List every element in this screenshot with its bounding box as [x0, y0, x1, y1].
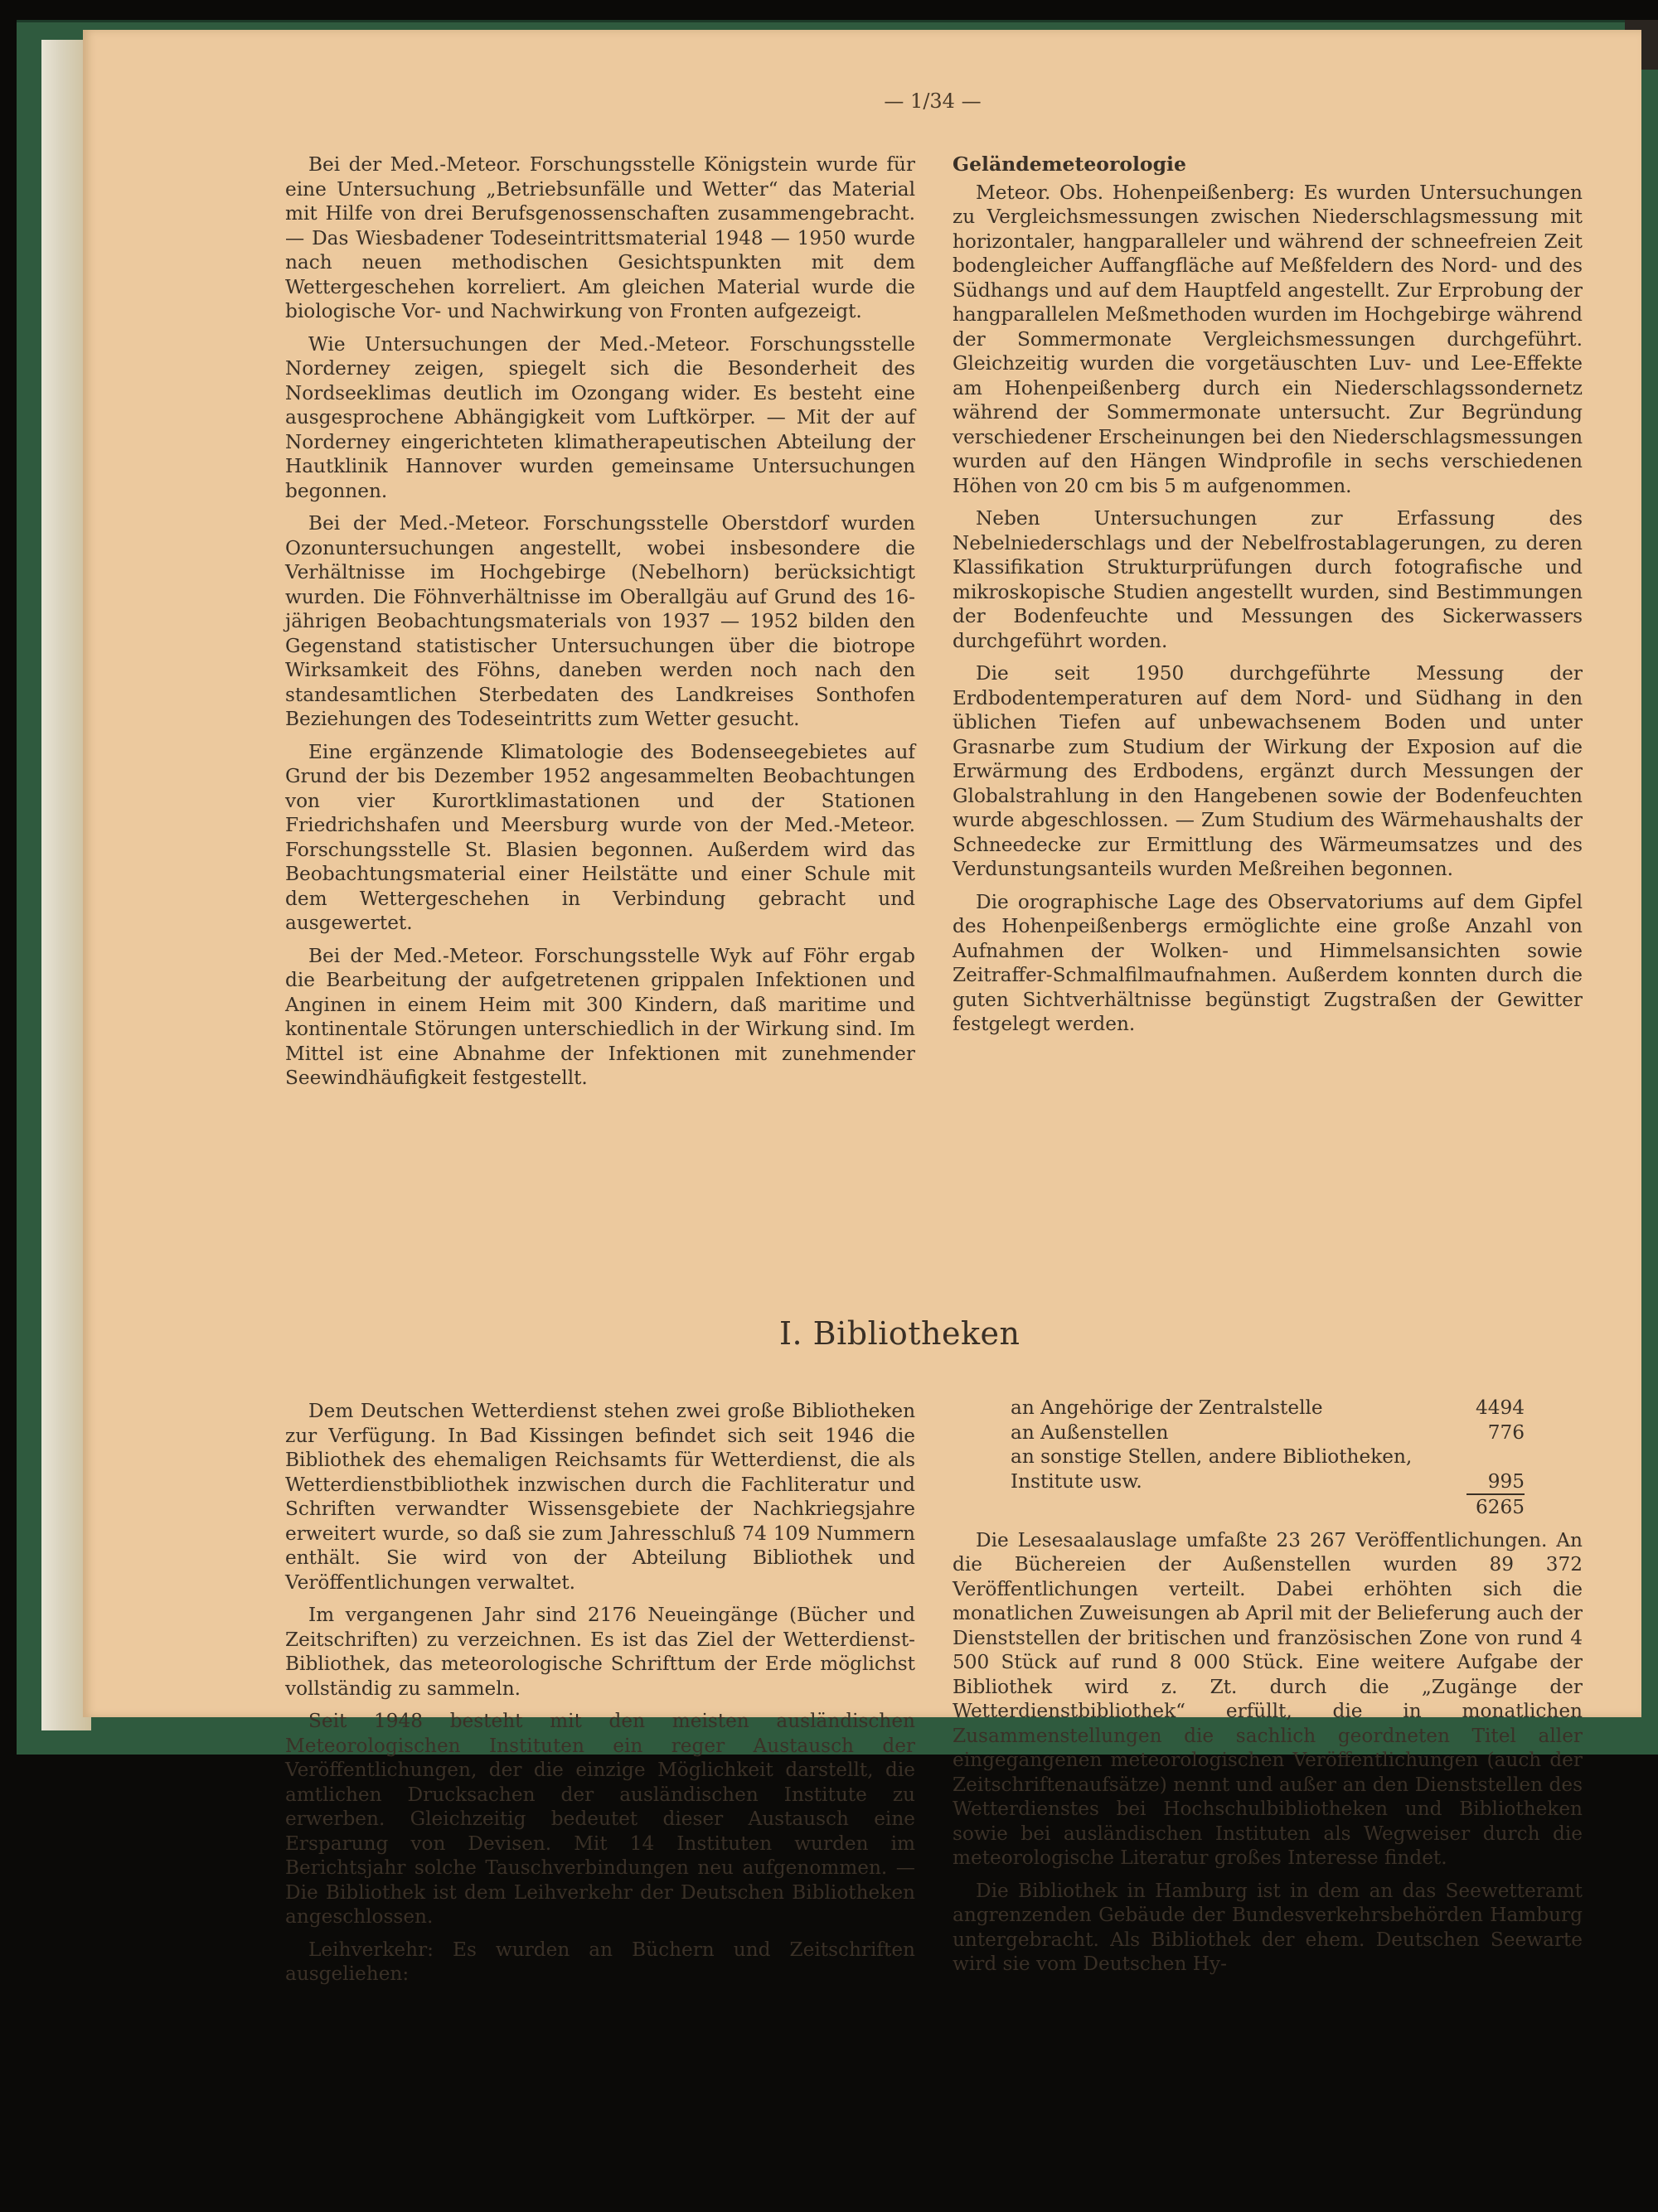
upper-left-column	[285, 152, 915, 1099]
paragraph: Bei der Med.-Meteor. Forschungsstelle Königstein wurde für eine Untersuchung „Betriebsunfälle und Wetter“ das Material mit Hilfe von drei Berufsgenossenschaften zusammengebracht. — Das Wiesbadener Todeseintrittsmaterial 1948 — 1950 wurde nach neuen methodischen Gesichtspunkten mit dem Wettergeschehen korreliert. Am gleichen Material wurde die biologische Vor- und Nachwirkung von Fronten aufgezeigt.	[285, 153, 915, 322]
lower-right-column	[953, 1396, 1583, 1985]
row-value: 776	[1487, 1421, 1525, 1444]
upper-right-column	[953, 152, 1583, 1045]
paragraph: Wie Untersuchungen der Med.-Meteor. Forschungsstelle Norderney zeigen, spiegelt sich die Besonderheit des Nordseeklimas deutlich im Ozongang wider. Es besteht eine ausgesprochene Abhängigkeit vom Luftkörper. — Mit der auf Norderney eingerichteten klimatherapeutischen Abteilung der Hautklinik Hannover wurden gemeinsame Untersuchungen begonnen.	[285, 332, 915, 502]
lending-table	[953, 1396, 1583, 1520]
table-row	[953, 1445, 1583, 1469]
section-heading: Geländemeteorologie	[953, 152, 1186, 176]
table-row	[953, 1396, 1583, 1421]
section-title: I. Bibliotheken	[779, 1315, 1020, 1352]
paragraph: Die Bibliothek in Hamburg ist in dem an das Seewetteramt angrenzenden Gebäude der Bundesverkehrsbehörden Hamburg untergebracht. Als Bibliothek der ehem. Deutschen Seewarte wird sie vom Deutschen Hy-	[953, 1879, 1583, 1975]
paragraph: Meteor. Obs. Hohenpeißenberg: Es wurden Untersuchungen zu Vergleichsmessungen zwischen Niederschlagsmessung mit horizontaler, hangparalleler und während der schneefreien Zeit bodengleicher Auffangfläche auf Meßfeldern des Nord- und des Südhangs und auf dem Hauptfeld angestellt. Zur Erprobung der hangparallelen Meßmethoden wurden im Hochgebirge während der Sommermonate Vergleichsmessungen durchgeführt. Gleichzeitig wurden die vorgetäuschten Luv- und Lee-Effekte am Hohenpeißenberg durch ein Niederschlagssondernetz während der Sommermonate untersucht. Zur Begründung verschiedener Erscheinungen bei den Niederschlagsmessungen wurden auf den Hängen Windprofile in sechs verschiedenen Höhen von 20 cm bis 5 m aufgenommen.	[953, 181, 1583, 497]
paragraph: Die Lesesaalauslage umfaßte 23 267 Veröffentlichungen. An die Büchereien der Außenstellen wurden 89 372 Veröffentlichungen verteilt. Dabei erhöhten sich die monatlichen Zuweisungen ab April mit der Belieferung auch der Dienststellen der britischen und französischen Zone von rund 4 500 Stück auf rund 8 000 Stück. Eine weitere Aufgabe der Bibliothek wird z. Zt. durch die „Zugänge der Wetterdienstbibliothek“ erfüllt, die in monatlichen Zusammenstellungen die sachlich geordneten Titel aller eingegangenen meteorologischen Veröffentlichungen (auch der Zeitschriftenaufsätze) nennt und außer an den Dienststellen des Wetterdienstes bei Hochschulbibliotheken und Bibliotheken sowie bei ausländischen Instituten als Wegweiser durch die meteorologische Literatur großes Interesse findet.	[953, 1528, 1583, 1869]
row-value: 4494	[1475, 1396, 1525, 1419]
paragraph: Dem Deutschen Wetterdienst stehen zwei große Bibliotheken zur Verfügung. In Bad Kissingen befindet sich seit 1946 die Bibliothek des ehemaligen Reichsamts für Wetterdienst, die als Wetterdienstbibliothek inzwischen durch die Fachliteratur und Schriften verwandter Wissensgebiete der Nachkriegsjahre erweitert wurde, so daß sie zum Jahresschluß 74 109 Nummern enthält. Sie wird von der Abteilung Bibliothek und Veröffentlichungen verwaltet.	[285, 1400, 915, 1594]
row-label: an Angehörige der Zentralstelle	[1011, 1396, 1323, 1419]
lower-left-column	[285, 1399, 915, 1995]
paragraph: Bei der Med.-Meteor. Forschungsstelle Wyk auf Föhr ergab die Bearbeitung der aufgetretenen grippalen Infektionen und Anginen in einem Heim mit 300 Kindern, daß maritime und kontinentale Störungen unterschiedlich in der Wirkung sind. Im Mittel ist eine Abnahme der Infektionen mit zunehmender Seewindhäufigkeit festgestellt.	[285, 944, 915, 1089]
row-value	[1467, 1445, 1525, 1469]
table-row	[953, 1469, 1583, 1494]
row-label: Institute usw.	[1011, 1469, 1142, 1493]
total-value: 6265	[1467, 1493, 1525, 1520]
paragraph: Bei der Med.-Meteor. Forschungsstelle Oberstdorf wurden Ozonuntersuchungen angestellt, wobei insbesondere die Verhältnisse im Hochgebirge (Nebelhorn) berücksichtigt wurden. Die Föhnverhältnisse im Oberallgäu auf Grund des 16-jährigen Beobachtungsmaterials von 1937 — 1952 bilden den Gegenstand statistischer Untersuchungen über die biotrope Wirksamkeit des Föhns, daneben werden noch nach den standesamtlichen Sterbedaten des Landkreises Sonthofen Beziehungen des Todeseintritts zum Wetter gesucht.	[285, 512, 915, 730]
paragraph: Seit 1948 besteht mit den meisten ausländischen Meteorologischen Instituten ein reger Austausch der Veröffentlichungen, der die einzige Möglichkeit darstellt, die amtlichen Drucksachen der ausländischen Institute zu erwerben. Gleichzeitig bedeutet dieser Austausch eine Ersparung von Devisen. Mit 14 Instituten wurden im Berichtsjahr solche Tauschverbindungen neu aufgenommen. — Die Bibliothek ist dem Leihverkehr der Deutschen Bibliotheken angeschlossen.	[285, 1710, 915, 1928]
paragraph: Im vergangenen Jahr sind 2176 Neueingänge (Bücher und Zeitschriften) zu verzeichnen. Es ist das Ziel der Wetterdienst-Bibliothek, das meteorologische Schrifttum der Erde möglichst vollständig zu sammeln.	[285, 1604, 915, 1700]
table-total-row	[953, 1493, 1583, 1520]
paragraph: Die orographische Lage des Observatoriums auf dem Gipfel des Hohenpeißenbergs ermöglichte eine große Anzahl von Aufnahmen der Wolken- und Himmelsansichten sowie Zeitraffer-Schmalfilmaufnahmen. Außerdem konnten durch die guten Sichtverhältnisse begünstigt Zugstraßen der Gewitter festgelegt werden.	[953, 890, 1583, 1035]
row-label: an Außenstellen	[1011, 1421, 1169, 1444]
paragraph: Leihverkehr: Es wurden an Büchern und Zeitschriften ausgeliehen:	[285, 1938, 915, 1985]
page-number: — 1/34 —	[884, 90, 982, 113]
paragraph: Die seit 1950 durchgeführte Messung der Erdbodentemperaturen auf dem Nord- und Südhang in den üblichen Tiefen auf unbewachsenem Boden und unter Grasnarbe zum Studium der Wirkung der Exposion auf die Erwärmung des Erdbodens, ergänzt durch Messungen der Globalstrahlung in den Hangebenen sowie der Bodenfeuchten wurde abgeschlossen. — Zum Studium des Wärmehaushalts der Schneedecke zur Ermittlung des Wärmeumsatzes und des Verdunstungsanteils wurden Meßreihen begonnen.	[953, 662, 1583, 880]
paragraph: Eine ergänzende Klimatologie des Bodenseegebietes auf Grund der bis Dezember 1952 angesammelten Beobachtungen von vier Kurortklimastationen und der Stationen Friedrichshafen und Meersburg wurde von der Med.-Meteor. Forschungsstelle St. Blasien begonnen. Außerdem wird das Beobachtungsmaterial einer Heilstätte und einer Schule mit dem Wettergeschehen in Verbindung gebracht und ausgewertet.	[285, 740, 915, 934]
paragraph: Neben Untersuchungen zur Erfassung des Nebelniederschlags und der Nebelfrostablagerungen, zu deren Klassifikation Strukturprüfungen durch fotografische und mikroskopische Studien angestellt wurden, sind Bestimmungen der Bodenfeuchte und Messungen des Sickerwassers durchgeführt worden.	[953, 507, 1583, 652]
row-label: an sonstige Stellen, andere Bibliotheken,	[1011, 1445, 1413, 1468]
table-row	[953, 1421, 1583, 1445]
row-value: 995	[1487, 1469, 1525, 1493]
